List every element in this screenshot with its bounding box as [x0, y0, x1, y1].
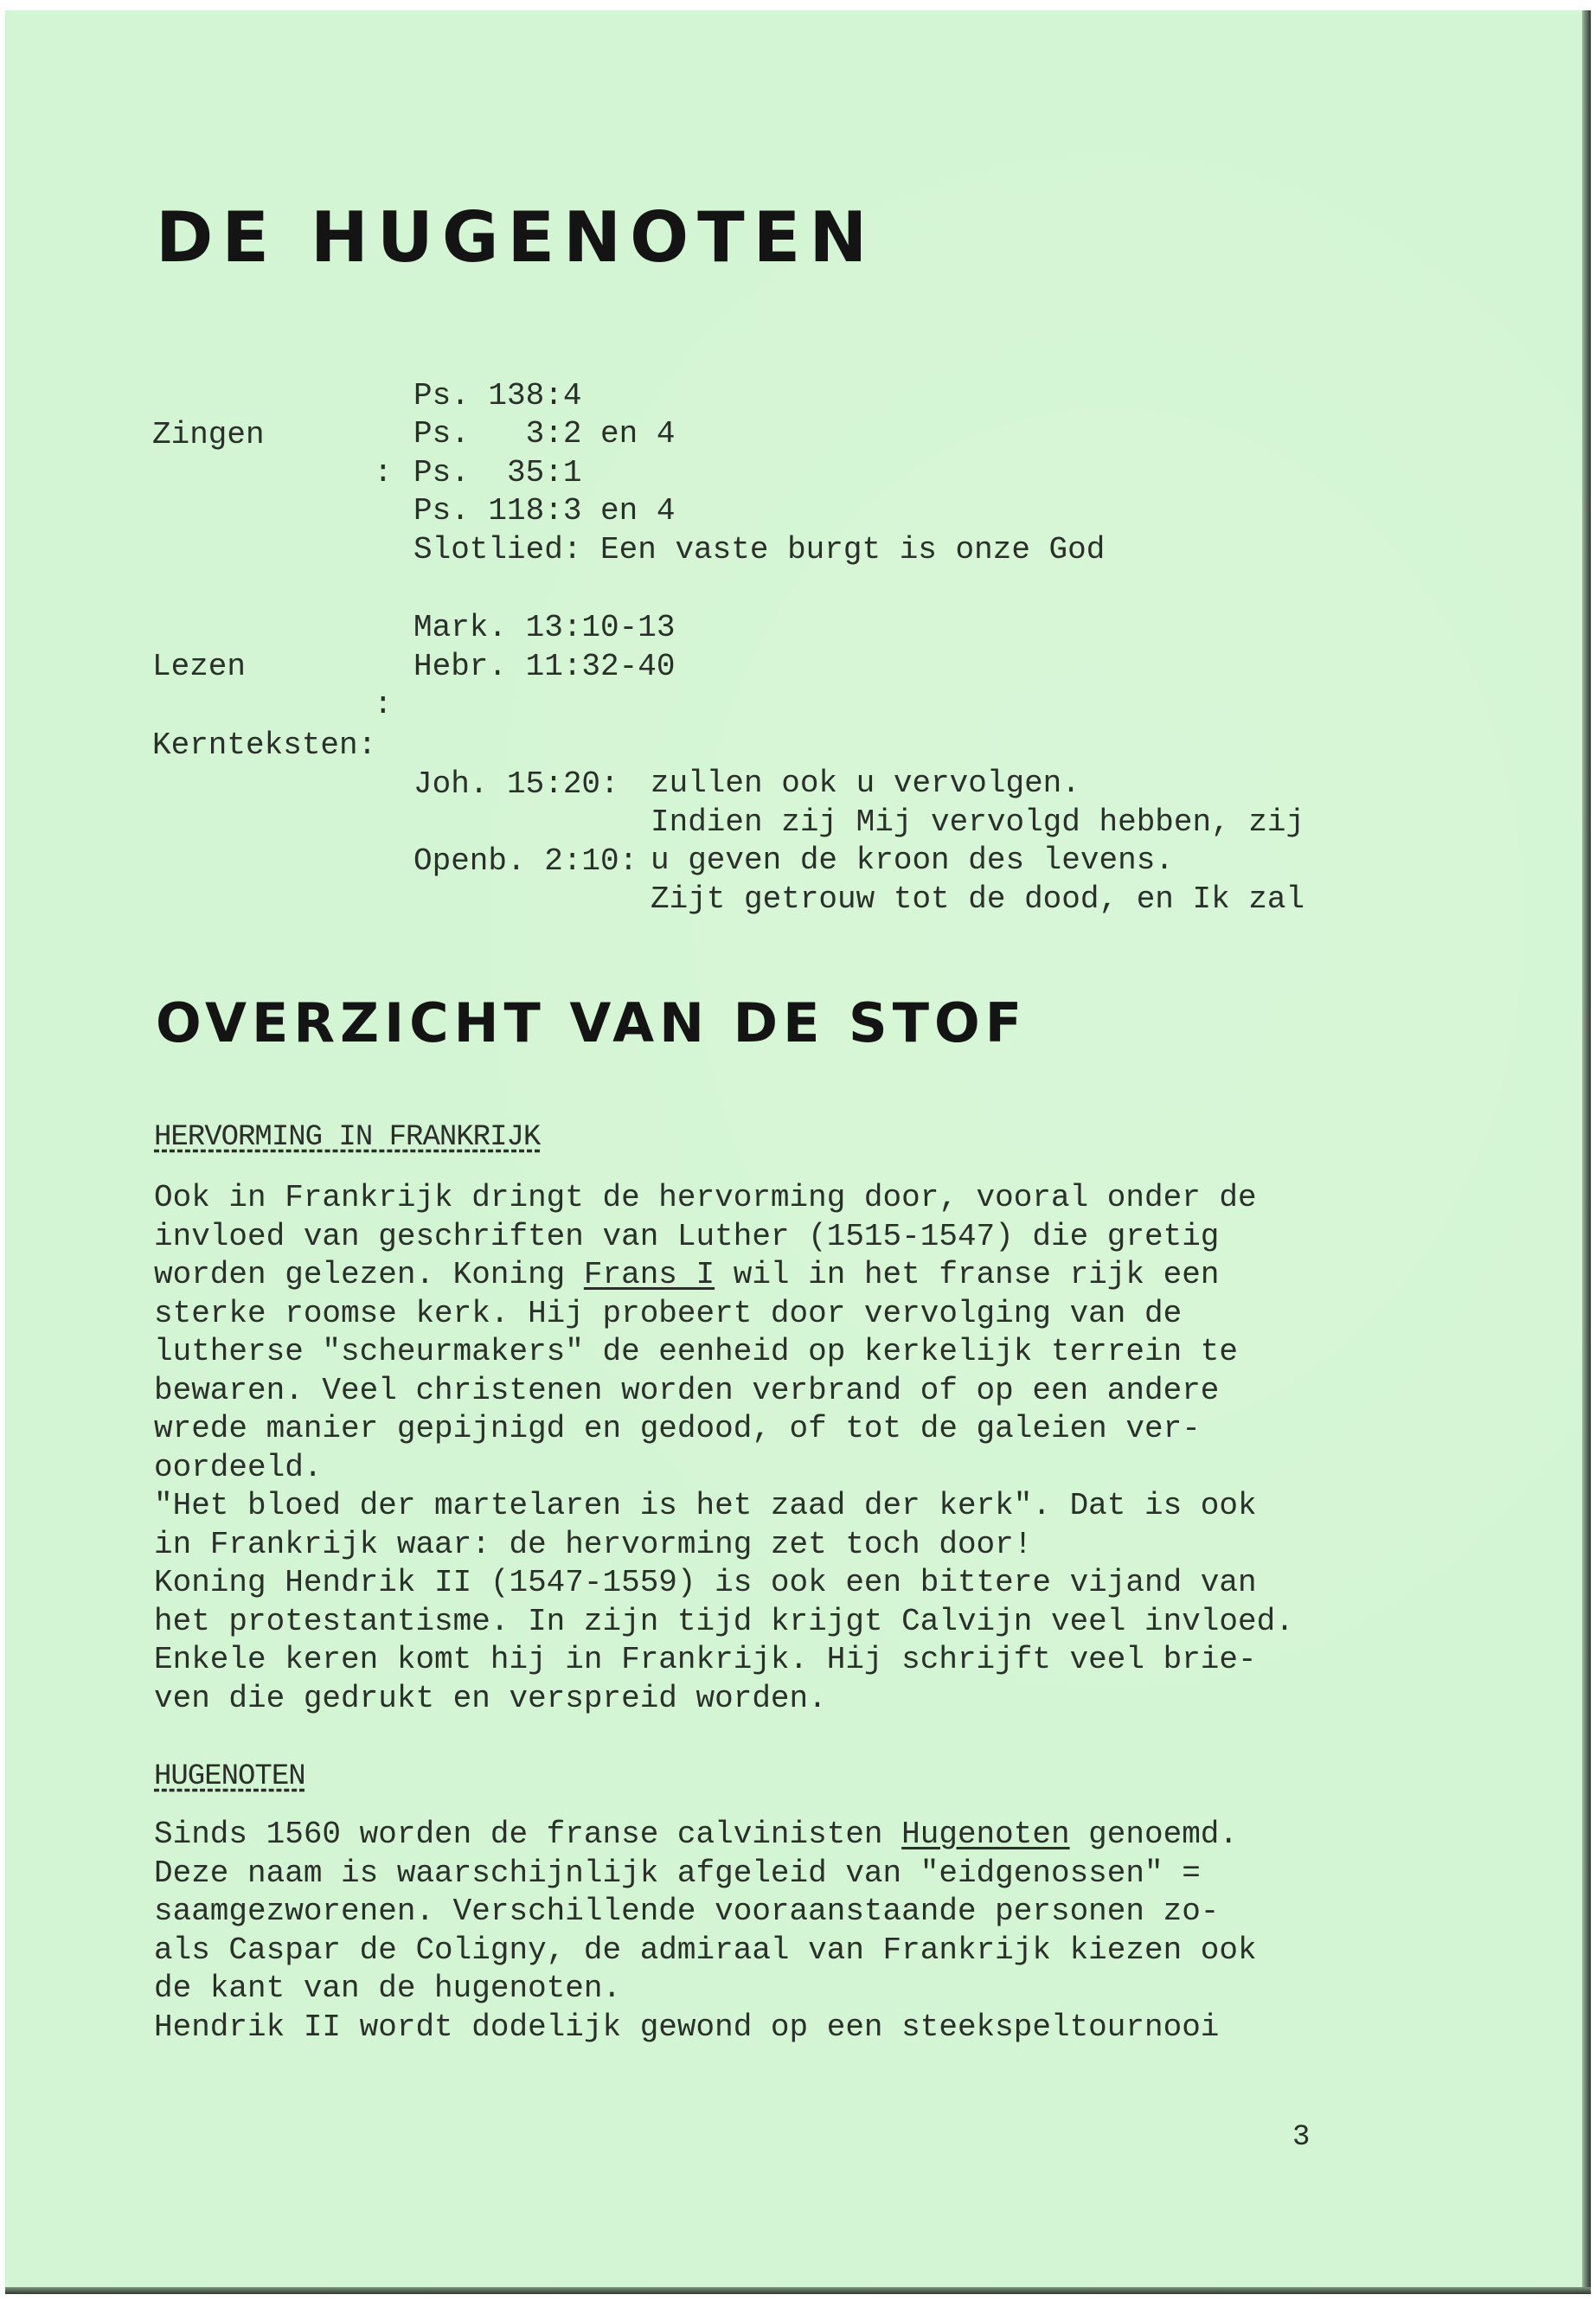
- paragraph-line: lutherse "scheurmakers" de eenheid op kerkelijk terrein te: [154, 1334, 1239, 1369]
- line-segment: worden gelezen. Koning: [154, 1257, 584, 1292]
- paragraph-line: Deze naam is waarschijnlijk afgeleid van "eidgenossen" =: [154, 1855, 1201, 1891]
- paragraph-line: als Caspar de Coligny, de admiraal van Frankrijk kiezen ook: [154, 1932, 1257, 1968]
- underlined-term: Frans I: [583, 1257, 715, 1292]
- lezen-item: Mark. 13:10-13: [413, 610, 676, 645]
- paragraph-line: ven die gedrukt en verspreid worden.: [154, 1680, 827, 1716]
- paragraph-line: invloed van geschriften van Luther (1515-1547) die gretig: [154, 1218, 1220, 1254]
- zingen-item: Ps. 3:2 en 4: [413, 416, 676, 452]
- paragraph-line: sterke roomse kerk. Hij probeert door vervolging van de: [154, 1295, 1183, 1331]
- page-edge-right: [1582, 10, 1591, 2294]
- kerntekst-text: u geven de kroon des levens.: [651, 843, 1174, 878]
- kerntekst-ref: Joh. 15:20:: [413, 766, 619, 802]
- paragraph-line: [154, 1256, 1382, 1295]
- hugenoten-heading: HUGENOTEN: [154, 1760, 305, 1793]
- line-segment: genoemd.: [1069, 1817, 1239, 1852]
- zingen-item: Ps. 118:3 en 4: [413, 493, 676, 529]
- lezen-colon: :: [374, 687, 393, 722]
- paragraph-line: de kant van de hugenoten.: [154, 1971, 622, 2006]
- paragraph-line: in Frankrijk waar: de hervorming zet toch door!: [154, 1526, 1033, 1562]
- hervorming-heading: HERVORMING IN FRANKRIJK: [154, 1121, 541, 1154]
- page-title: DE HUGENOTEN: [156, 197, 876, 278]
- paragraph-line: het protestantisme. In zijn tijd krijgt Calvijn veel invloed.: [154, 1603, 1294, 1639]
- line-segment: Sinds 1560 worden de franse calvinisten: [154, 1817, 902, 1852]
- paragraph-line: [154, 1816, 1382, 1855]
- kerntekst-text: zullen ook u vervolgen.: [651, 766, 1080, 801]
- line-segment: wil in het franse rijk een: [715, 1257, 1220, 1292]
- page-number: 3: [1292, 2121, 1311, 2154]
- hervorming-paragraph: [154, 1179, 1382, 1718]
- kerntekst-text: Zijt getrouw tot de dood, en Ik zal: [651, 881, 1305, 917]
- zingen-colon: :: [374, 455, 393, 490]
- paragraph-line: Koning Hendrik II (1547-1559) is ook een bittere vijand van: [154, 1565, 1257, 1600]
- zingen-item: Ps. 35:1: [413, 455, 582, 490]
- paragraph-line: bewaren. Veel christenen worden verbrand of op een andere: [154, 1372, 1220, 1408]
- paragraph-line: "Het bloed der martelaren is het zaad der kerk". Dat is ook: [154, 1488, 1257, 1523]
- kerntekst-text: Indien zij Mij vervolgd hebben, zij: [651, 804, 1305, 840]
- paragraph-line: saamgezworenen. Verschillende vooraanstaande personen zo-: [154, 1894, 1220, 1929]
- zingen-item: Slotlied: Een vaste burgt is onze God: [413, 532, 1106, 567]
- hugenoten-paragraph: [154, 1816, 1382, 2047]
- zingen-item: Ps. 138:4: [413, 378, 582, 413]
- page-edge-bottom: [5, 2287, 1591, 2294]
- paragraph-line: Enkele keren komt hij in Frankrijk. Hij schrijft veel brie-: [154, 1642, 1257, 1677]
- section-title: OVERZICHT VAN DE STOF: [156, 991, 1028, 1054]
- underlined-term: Hugenoten: [901, 1817, 1070, 1852]
- lezen-item: Hebr. 11:32-40: [413, 649, 676, 684]
- paragraph-line: Hendrik II wordt dodelijk gewond op een steekspeltournooi: [154, 2009, 1220, 2045]
- paragraph-line: oordeeld.: [154, 1449, 323, 1485]
- kerntekst-ref: Openb. 2:10:: [413, 843, 638, 879]
- paragraph-line: Ook in Frankrijk dringt de hervorming door, vooral onder de: [154, 1180, 1257, 1215]
- paragraph-line: wrede manier gepijnigd en gedood, of tot de galeien ver-: [154, 1411, 1201, 1446]
- kernteksten-label: Kernteksten:: [152, 727, 377, 763]
- lezen-label: Lezen: [152, 648, 247, 684]
- zingen-label: Zingen: [152, 416, 265, 452]
